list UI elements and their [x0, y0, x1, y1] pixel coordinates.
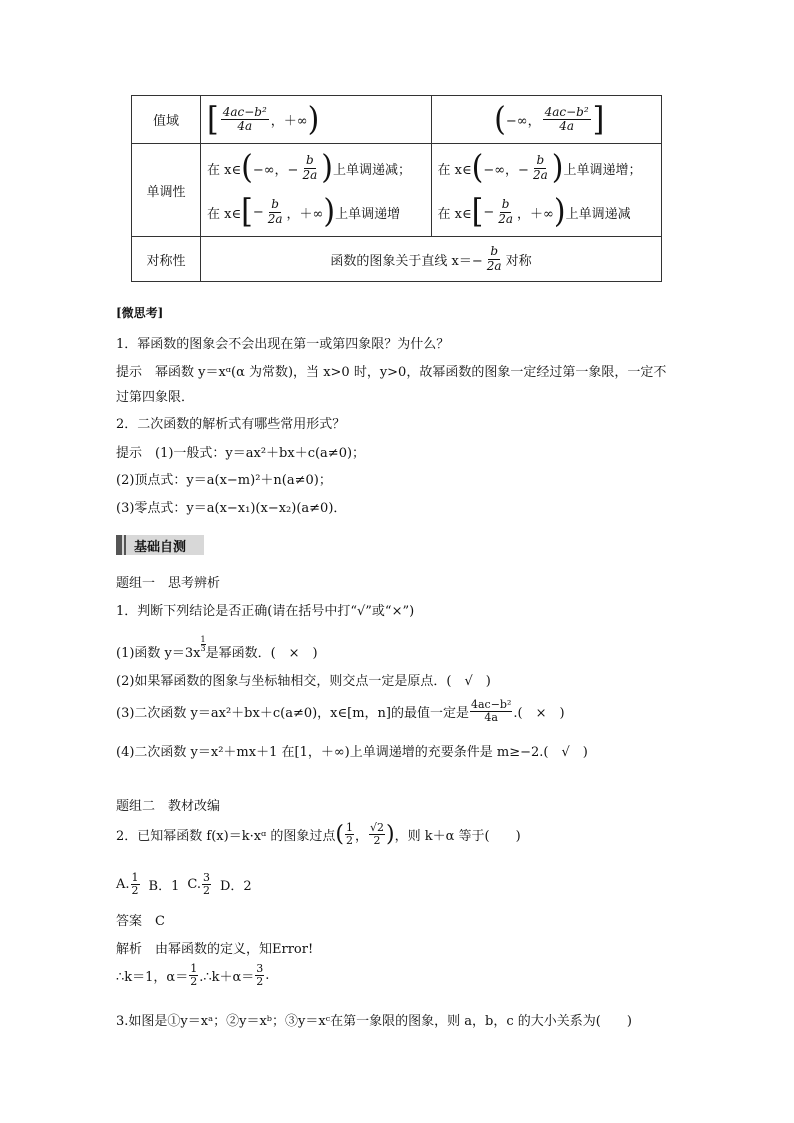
minus-sign: − — [252, 204, 264, 220]
micro-q2: 2．二次函数的解析式有哪些常用形式？ — [116, 417, 346, 432]
statement-2: (2)如果幂函数的图象与坐标轴相交，则交点一定是原点．( √ ) — [116, 674, 491, 689]
calc-a-num: 1 — [190, 962, 198, 975]
q2-pt-b-num: √2 — [369, 821, 384, 835]
micro-q1: 1．幂函数的图象会不会出现在第一或第四象限？为什么？ — [116, 337, 450, 352]
s3-post: .( × ) — [513, 705, 565, 721]
sym-cell — [201, 237, 662, 282]
mono-label: 单调性 — [132, 144, 201, 237]
mono-left-2-post: 上单调递增 — [335, 206, 401, 222]
quadratic-properties-table — [131, 95, 662, 282]
calc-a-den: 2 — [190, 974, 198, 988]
option-a-den: 2 — [131, 883, 139, 897]
frac-den: 2a — [486, 258, 502, 273]
option-a: A. — [116, 876, 130, 892]
range-right-cell: ( −∞， $\frac{\text{4ac−b²}}{4a}$ ] — [431, 96, 662, 144]
micro-a1-line1: 提示 幂函数 y＝xᵅ(α 为常数)，当 x>0 时，y>0，故幂函数的图象一定经过第一象限，一定不 — [116, 365, 667, 380]
basic-q1: 1．判断下列结论是否正确(请在括号中打“√”或“×”) — [116, 604, 415, 619]
q2-answer: 答案 C — [116, 914, 165, 929]
micro-a2-line1: 提示 (1)一般式：y＝ax²＋bx＋c(a≠0)； — [116, 446, 366, 461]
micro-a2-line2: (2)顶点式：y＝a(x−m)²＋n(a≠0)； — [116, 473, 332, 488]
statement-4: (4)二次函数 y＝x²＋mx＋1 在[1，＋∞)上单调递增的充要条件是 m≥−2.( √ ) — [116, 745, 588, 760]
basic-q3: 3.如图是①y＝xᵃ；②y＝xᵇ；③y＝xᶜ在第一象限的图象，则 a，b，c 的大小关系为( ) — [116, 1014, 632, 1029]
calc-post: . — [265, 967, 270, 983]
q2-pre: 2．已知幂函数 f(x)＝k·xᵅ 的图象过点 — [116, 829, 336, 844]
table-row-monotonicity — [132, 144, 662, 237]
q2-calc — [116, 963, 269, 987]
s1-exp-den: 3 — [200, 644, 206, 653]
s1-pre: (1)函数 y＝3x — [116, 646, 201, 661]
plus-infinity: ，＋∞ — [517, 206, 554, 222]
minus-sign: − — [483, 204, 495, 220]
plus-infinity: ，＋∞ — [286, 206, 324, 222]
frac-num: b — [501, 197, 510, 212]
sym-pre: 函数的图象关于直线 x＝− — [330, 253, 483, 269]
option-c-num: 3 — [202, 871, 210, 884]
sym-label: 对称性 — [132, 237, 201, 282]
range-left-cell: [ $\frac{\text{4ac−b²}}{4a}$ ，＋∞ ) — [201, 96, 432, 144]
statement-1 — [116, 636, 318, 661]
s3-den: 4a — [484, 710, 498, 724]
q2-pt-a-num: 1 — [345, 821, 353, 835]
q2-options — [116, 872, 252, 896]
table-row-symmetry — [132, 237, 662, 282]
range-right-den: 4a — [559, 119, 574, 133]
badge-bar-thin-icon — [124, 535, 126, 555]
frac-den: 2a — [267, 211, 283, 226]
mono-right-1-pre: 在 x∈ — [437, 162, 472, 178]
mono-right-1-post: 上单调递增； — [563, 162, 642, 178]
mono-left-1-mid: −∞，− — [252, 162, 299, 178]
q2-analysis: 解析 由幂函数的定义，知Error! — [116, 942, 314, 957]
option-c: C. — [187, 876, 201, 892]
mono-left-cell: 在 x∈ ( −∞，− $\frac{b}{2a}$ ) 上单调递减； 在 x∈ [ − $\frac{b}{2a}$ ，＋∞ ) 上单调递增 — [201, 144, 432, 237]
s1-exp-num: 1 — [200, 635, 206, 644]
table-row-range — [132, 96, 662, 144]
frac-den: 2a — [532, 167, 548, 182]
mono-left-1-pre: 在 x∈ — [207, 162, 242, 178]
group1-title: 题组一 思考辨析 — [116, 576, 221, 591]
calc-mid: .∴k＋α＝ — [199, 969, 255, 985]
badge-bar-icon — [116, 535, 122, 555]
frac-num: b — [536, 153, 545, 168]
mono-left-1-post: 上单调递减； — [332, 162, 411, 178]
frac-den: 2a — [498, 211, 514, 226]
micro-a2-line3: (3)零点式：y＝a(x−x₁)(x−x₂)(a≠0)． — [116, 501, 347, 516]
group2-title: 题组二 教材改编 — [116, 799, 221, 814]
sym-post: 对称 — [505, 253, 532, 269]
calc-pre: ∴k＝1，α＝ — [116, 969, 189, 985]
calc-b-num: 3 — [256, 962, 264, 975]
mono-right-2-post: 上单调递减 — [565, 206, 631, 222]
mono-right-2-pre: 在 x∈ — [437, 206, 472, 222]
mono-right-1-mid: −∞，− — [483, 162, 529, 178]
option-b: B．1 — [148, 878, 180, 894]
statement-3 — [116, 699, 565, 723]
option-c-den: 2 — [202, 883, 210, 897]
micro-a1-line2: 过第四象限． — [116, 390, 195, 405]
frac-num: b — [271, 197, 279, 212]
frac-num: b — [305, 153, 314, 168]
option-d: D．2 — [219, 878, 252, 894]
q2-pt-a-den: 2 — [345, 834, 353, 847]
s3-pre: (3)二次函数 y＝ax²＋bx＋c(a≠0)，x∈[m，n]的最值一定是 — [116, 705, 469, 721]
badge-label: 基础自测 — [134, 539, 187, 555]
range-left-tail: ，＋∞ — [270, 114, 308, 129]
mono-left-2-pre: 在 x∈ — [207, 206, 242, 222]
s1-post: 是幂函数．( × ) — [205, 646, 318, 661]
basic-q2: 2．已知幂函数 f(x)＝k·xᵅ 的图象过点 ( $\frac{1}{2}$ ， $\frac{√2}{2}$ ) ，则 k＋α 等于( ) — [116, 821, 521, 847]
section-badge — [116, 535, 204, 555]
calc-b-den: 2 — [256, 974, 264, 988]
micro-title: [微思考] — [116, 306, 164, 320]
option-a-num: 1 — [131, 871, 139, 884]
range-label: 值域 — [132, 96, 201, 144]
q2-pt-b-den: 2 — [373, 834, 381, 847]
s3-num: 4ac−b² — [470, 698, 512, 711]
range-left-den: 4a — [237, 119, 253, 133]
mono-right-cell: 在 x∈ ( −∞，− $\frac{b}{2a}$ ) 上单调递增； 在 x∈ [ − $\frac{b}{2a}$ ，＋∞ ) 上单调递减 — [431, 144, 662, 237]
frac-den: 2a — [302, 167, 318, 182]
range-right-num: 4ac−b² — [544, 104, 589, 119]
range-left-num: 4ac−b² — [222, 104, 267, 119]
q2-post: ，则 k＋α 等于( ) — [394, 829, 521, 844]
range-right-head: −∞， — [505, 114, 541, 129]
frac-num: b — [490, 244, 498, 259]
